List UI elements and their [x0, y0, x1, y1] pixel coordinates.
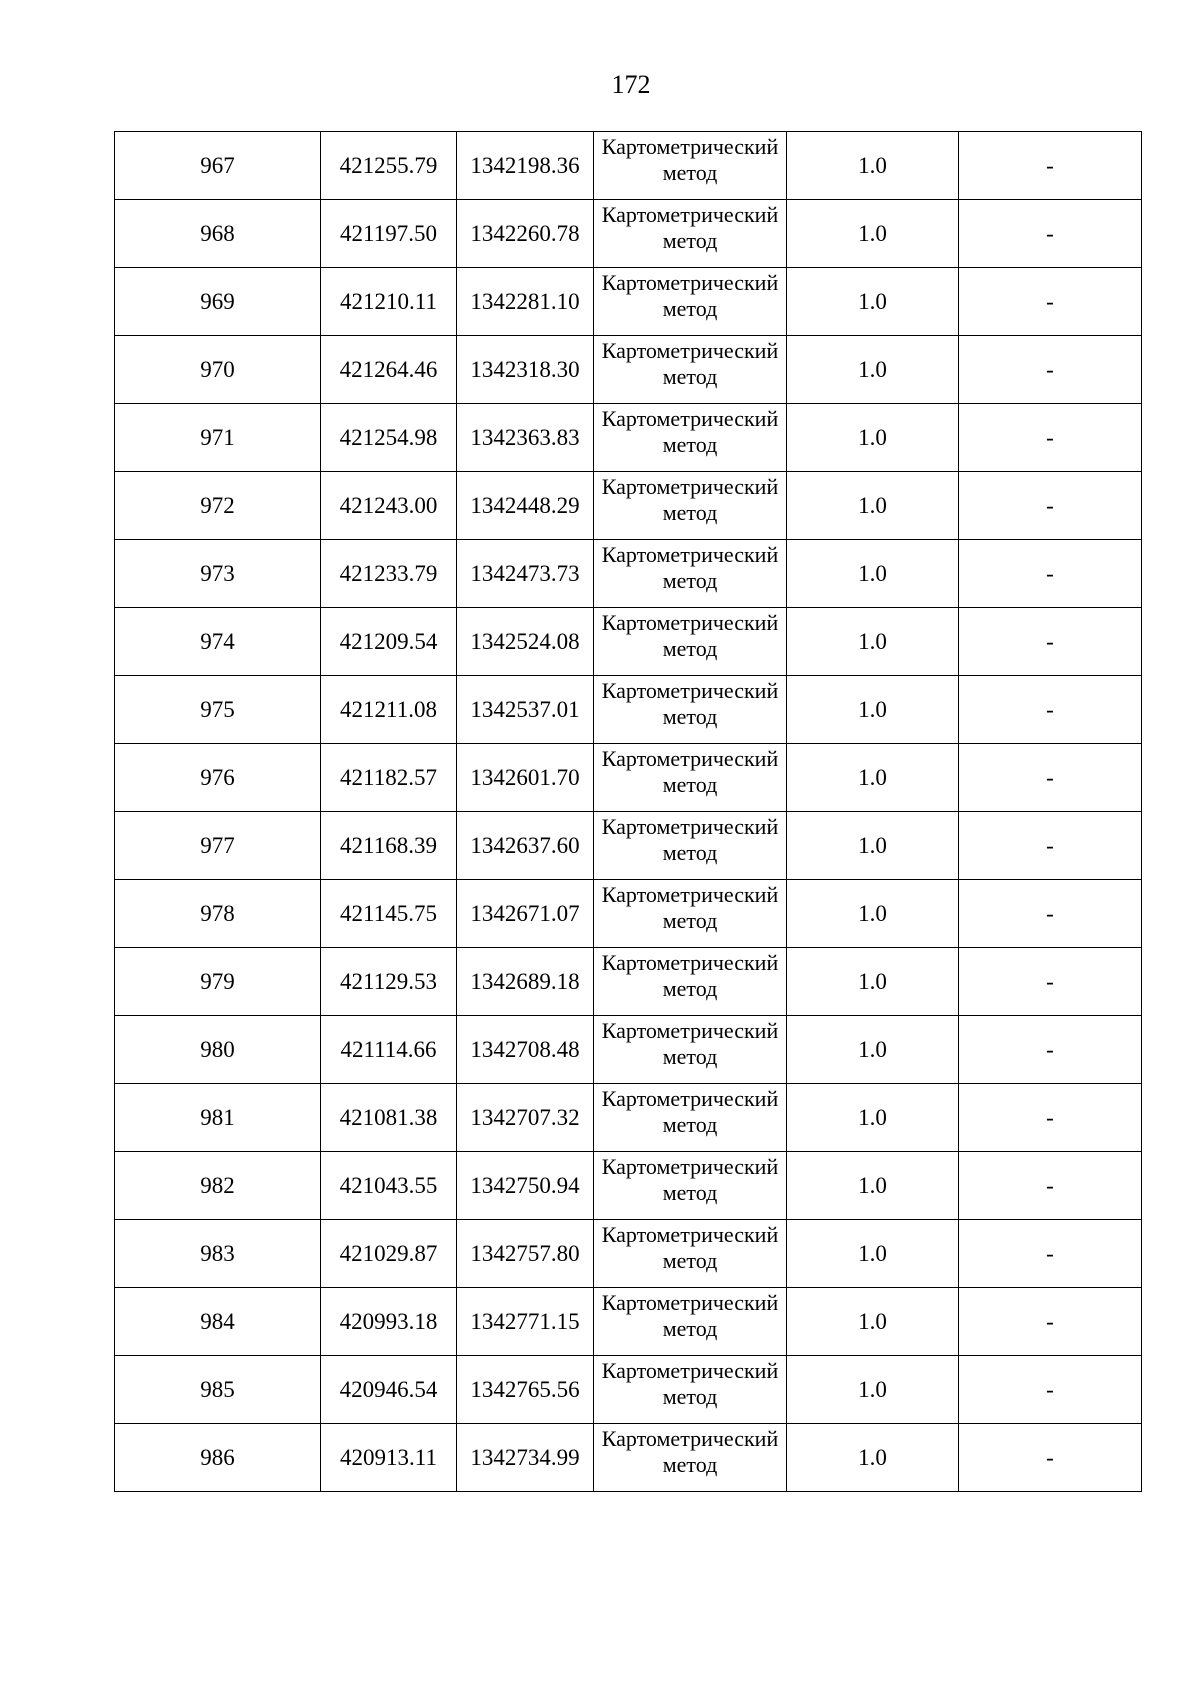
method-cell [594, 472, 787, 540]
method-label-line2: метод [662, 976, 718, 1001]
y-coordinate-cell: 1342750.94 [457, 1152, 594, 1220]
method-label-line2: метод [662, 1112, 718, 1137]
method-label-line2: метод [662, 1180, 718, 1205]
accuracy-cell: 1.0 [787, 404, 959, 472]
x-coordinate-cell: 421168.39 [321, 812, 457, 880]
table-row [115, 336, 1142, 404]
y-coordinate-cell: 1342448.29 [457, 472, 594, 540]
table-row [115, 1152, 1142, 1220]
accuracy-cell: 1.0 [787, 1424, 959, 1492]
description-cell: - [959, 472, 1142, 540]
accuracy-cell: 1.0 [787, 608, 959, 676]
accuracy-cell: 1.0 [787, 1288, 959, 1356]
description-cell: - [959, 948, 1142, 1016]
point-number-cell: 976 [115, 744, 321, 812]
y-coordinate-cell: 1342601.70 [457, 744, 594, 812]
table-body [115, 132, 1142, 1492]
method-label-line1: Картометрический [601, 270, 779, 295]
description-cell: - [959, 1016, 1142, 1084]
table-row [115, 540, 1142, 608]
method-label-line1: Картометрический [601, 1018, 779, 1043]
point-number-cell: 986 [115, 1424, 321, 1492]
method-cell [594, 1424, 787, 1492]
method-label-line2: метод [662, 568, 718, 593]
description-cell: - [959, 200, 1142, 268]
y-coordinate-cell: 1342198.36 [457, 132, 594, 200]
method-label-line2: метод [662, 1248, 718, 1273]
point-number-cell: 974 [115, 608, 321, 676]
y-coordinate-cell: 1342707.32 [457, 1084, 594, 1152]
y-coordinate-cell: 1342771.15 [457, 1288, 594, 1356]
accuracy-cell: 1.0 [787, 948, 959, 1016]
x-coordinate-cell: 421210.11 [321, 268, 457, 336]
method-label-line1: Картометрический [601, 406, 779, 431]
y-coordinate-cell: 1342473.73 [457, 540, 594, 608]
method-label-line1: Картометрический [601, 950, 779, 975]
accuracy-cell: 1.0 [787, 812, 959, 880]
accuracy-cell: 1.0 [787, 1220, 959, 1288]
method-label-line1: Картометрический [601, 814, 779, 839]
method-label-line1: Картометрический [601, 1086, 779, 1111]
accuracy-cell: 1.0 [787, 676, 959, 744]
x-coordinate-cell: 420993.18 [321, 1288, 457, 1356]
method-cell [594, 880, 787, 948]
y-coordinate-cell: 1342708.48 [457, 1016, 594, 1084]
table-row [115, 132, 1142, 200]
method-cell [594, 1016, 787, 1084]
method-cell [594, 540, 787, 608]
point-number-cell: 970 [115, 336, 321, 404]
accuracy-cell: 1.0 [787, 472, 959, 540]
description-cell: - [959, 132, 1142, 200]
table-row [115, 1288, 1142, 1356]
x-coordinate-cell: 421145.75 [321, 880, 457, 948]
x-coordinate-cell: 421043.55 [321, 1152, 457, 1220]
table-row [115, 200, 1142, 268]
method-label-line2: метод [662, 432, 718, 457]
x-coordinate-cell: 421255.79 [321, 132, 457, 200]
method-label-line1: Картометрический [601, 610, 779, 635]
method-label-line2: метод [662, 160, 718, 185]
x-coordinate-cell: 421129.53 [321, 948, 457, 1016]
x-coordinate-cell: 421081.38 [321, 1084, 457, 1152]
accuracy-cell: 1.0 [787, 336, 959, 404]
method-label-line2: метод [662, 704, 718, 729]
accuracy-cell: 1.0 [787, 540, 959, 608]
description-cell: - [959, 1288, 1142, 1356]
description-cell: - [959, 336, 1142, 404]
description-cell: - [959, 1220, 1142, 1288]
method-label-line1: Картометрический [601, 1358, 779, 1383]
table-row [115, 472, 1142, 540]
method-cell [594, 744, 787, 812]
table-row [115, 608, 1142, 676]
method-cell [594, 608, 787, 676]
method-label-line2: метод [662, 1384, 718, 1409]
method-label-line1: Картометрический [601, 134, 779, 159]
point-number-cell: 973 [115, 540, 321, 608]
point-number-cell: 977 [115, 812, 321, 880]
table-row [115, 948, 1142, 1016]
method-cell [594, 268, 787, 336]
point-number-cell: 969 [115, 268, 321, 336]
point-number-cell: 971 [115, 404, 321, 472]
method-cell [594, 200, 787, 268]
page-number: 172 [611, 70, 651, 99]
method-label-line2: метод [662, 772, 718, 797]
y-coordinate-cell: 1342689.18 [457, 948, 594, 1016]
method-label-line1: Картометрический [601, 1290, 779, 1315]
accuracy-cell: 1.0 [787, 200, 959, 268]
method-cell [594, 1220, 787, 1288]
y-coordinate-cell: 1342637.60 [457, 812, 594, 880]
table-row [115, 1084, 1142, 1152]
method-cell [594, 1356, 787, 1424]
method-label-line2: метод [662, 840, 718, 865]
method-cell [594, 404, 787, 472]
accuracy-cell: 1.0 [787, 880, 959, 948]
method-label-line1: Картометрический [601, 474, 779, 499]
table-row [115, 268, 1142, 336]
description-cell: - [959, 880, 1142, 948]
y-coordinate-cell: 1342318.30 [457, 336, 594, 404]
method-cell [594, 132, 787, 200]
description-cell: - [959, 676, 1142, 744]
description-cell: - [959, 268, 1142, 336]
point-number-cell: 972 [115, 472, 321, 540]
description-cell: - [959, 404, 1142, 472]
point-number-cell: 984 [115, 1288, 321, 1356]
y-coordinate-cell: 1342765.56 [457, 1356, 594, 1424]
method-label-line1: Картометрический [601, 338, 779, 363]
method-label-line2: метод [662, 296, 718, 321]
method-label-line1: Картометрический [601, 1222, 779, 1247]
description-cell: - [959, 608, 1142, 676]
accuracy-cell: 1.0 [787, 744, 959, 812]
table-row [115, 1424, 1142, 1492]
description-cell: - [959, 744, 1142, 812]
y-coordinate-cell: 1342757.80 [457, 1220, 594, 1288]
accuracy-cell: 1.0 [787, 268, 959, 336]
method-label-line2: метод [662, 500, 718, 525]
method-label-line1: Картометрический [601, 678, 779, 703]
accuracy-cell: 1.0 [787, 1016, 959, 1084]
x-coordinate-cell: 421243.00 [321, 472, 457, 540]
method-cell [594, 676, 787, 744]
accuracy-cell: 1.0 [787, 1084, 959, 1152]
method-label-line2: метод [662, 228, 718, 253]
method-cell [594, 1288, 787, 1356]
method-label-line1: Картометрический [601, 746, 779, 771]
x-coordinate-cell: 421264.46 [321, 336, 457, 404]
y-coordinate-cell: 1342363.83 [457, 404, 594, 472]
method-label-line2: метод [662, 908, 718, 933]
y-coordinate-cell: 1342524.08 [457, 608, 594, 676]
table-row [115, 744, 1142, 812]
method-cell [594, 948, 787, 1016]
point-number-cell: 967 [115, 132, 321, 200]
method-cell [594, 336, 787, 404]
table-row [115, 676, 1142, 744]
method-cell [594, 812, 787, 880]
description-cell: - [959, 1152, 1142, 1220]
y-coordinate-cell: 1342537.01 [457, 676, 594, 744]
method-label-line2: метод [662, 364, 718, 389]
y-coordinate-cell: 1342734.99 [457, 1424, 594, 1492]
x-coordinate-cell: 421182.57 [321, 744, 457, 812]
description-cell: - [959, 812, 1142, 880]
point-number-cell: 979 [115, 948, 321, 1016]
x-coordinate-cell: 421197.50 [321, 200, 457, 268]
description-cell: - [959, 1424, 1142, 1492]
description-cell: - [959, 1084, 1142, 1152]
table-row [115, 812, 1142, 880]
accuracy-cell: 1.0 [787, 1356, 959, 1424]
x-coordinate-cell: 420913.11 [321, 1424, 457, 1492]
point-number-cell: 985 [115, 1356, 321, 1424]
method-label-line1: Картометрический [601, 882, 779, 907]
accuracy-cell: 1.0 [787, 1152, 959, 1220]
table-row [115, 1220, 1142, 1288]
point-number-cell: 981 [115, 1084, 321, 1152]
x-coordinate-cell: 421254.98 [321, 404, 457, 472]
point-number-cell: 975 [115, 676, 321, 744]
point-number-cell: 982 [115, 1152, 321, 1220]
method-label-line2: метод [662, 1316, 718, 1341]
coordinates-table [114, 131, 1142, 1492]
method-cell [594, 1084, 787, 1152]
x-coordinate-cell: 421029.87 [321, 1220, 457, 1288]
point-number-cell: 983 [115, 1220, 321, 1288]
method-label-line2: метод [662, 636, 718, 661]
accuracy-cell: 1.0 [787, 132, 959, 200]
point-number-cell: 980 [115, 1016, 321, 1084]
method-label-line2: метод [662, 1452, 718, 1477]
y-coordinate-cell: 1342671.07 [457, 880, 594, 948]
y-coordinate-cell: 1342260.78 [457, 200, 594, 268]
x-coordinate-cell: 421211.08 [321, 676, 457, 744]
x-coordinate-cell: 421209.54 [321, 608, 457, 676]
method-label-line2: метод [662, 1044, 718, 1069]
point-number-cell: 978 [115, 880, 321, 948]
table-row [115, 1016, 1142, 1084]
table-row [115, 404, 1142, 472]
x-coordinate-cell: 421114.66 [321, 1016, 457, 1084]
x-coordinate-cell: 421233.79 [321, 540, 457, 608]
table-row [115, 1356, 1142, 1424]
x-coordinate-cell: 420946.54 [321, 1356, 457, 1424]
point-number-cell: 968 [115, 200, 321, 268]
description-cell: - [959, 1356, 1142, 1424]
method-label-line1: Картометрический [601, 1154, 779, 1179]
method-cell [594, 1152, 787, 1220]
table-row [115, 880, 1142, 948]
method-label-line1: Картометрический [601, 1426, 779, 1451]
method-label-line1: Картометрический [601, 542, 779, 567]
description-cell: - [959, 540, 1142, 608]
y-coordinate-cell: 1342281.10 [457, 268, 594, 336]
method-label-line1: Картометрический [601, 202, 779, 227]
